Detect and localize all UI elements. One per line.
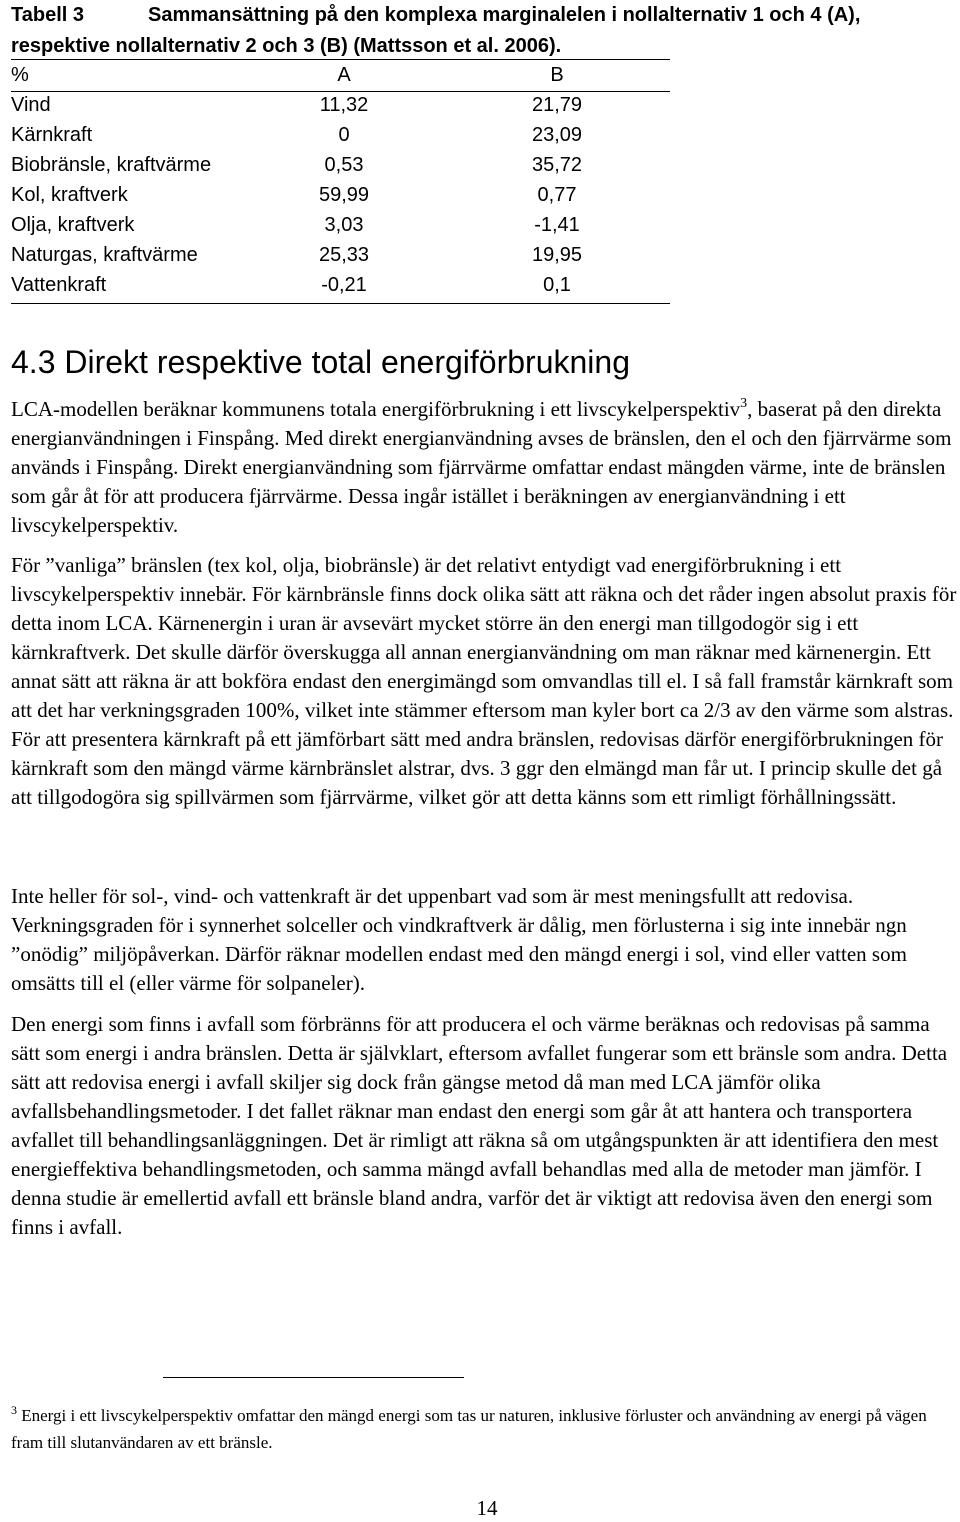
footnote-reference[interactable]: 3 xyxy=(740,396,748,411)
row-label: Naturgas, kraftvärme xyxy=(11,244,198,266)
header-percent: % xyxy=(11,64,29,86)
footnote-text: Energi i ett livscykelperspektiv omfattar den mängd energi som tas ur naturen, inklusive förluster och användning av energi på vägen fram till slutanvändaren av ett bränsle. xyxy=(11,1406,927,1452)
table-row xyxy=(11,240,670,270)
footnote-marker: 3 xyxy=(11,1403,17,1417)
paragraph-3: Inte heller för sol-, vind- och vattenkraft är det uppenbart vad som är mest meningsfullt att redovisa. Verkningsgraden för i synnerhet solceller och vindkraftverk är dålig, men förlusterna i sig inte innebär ngn ”onödig” miljöpåverkan. Därför räknar modellen endast med den mängd energi i sol, vind eller vatten som omsätts till el (eller värme för solpaneler). xyxy=(11,884,907,995)
row-value-a: -0,21 xyxy=(321,274,367,296)
row-label: Vind xyxy=(11,94,51,116)
table-row xyxy=(11,180,670,210)
table-bottom-rule xyxy=(11,303,670,304)
paragraph-1-rest: , baserat på den direkta energianvändningen i Finspång. Med direkt energianvändning avses de bränslen, den el och den fjärrvärme som används i Finspång. Direkt energianvändning som fjärrvärme omfattar endast mängden värme, inte de bränslen som går åt för att producera fjärrvärme. Dessa ingår istället i beräkningen av energianvändning i ett livscykelperspektiv. xyxy=(11,397,952,537)
paragraph-1-start: LCA-modellen beräknar kommunens totala energiförbrukning i ett livscykelperspektiv xyxy=(11,397,741,421)
row-value-b: 19,95 xyxy=(531,244,583,266)
row-label: Kärnkraft xyxy=(11,124,93,146)
paragraph-1 xyxy=(11,395,960,540)
page-number: 14 xyxy=(476,1496,498,1520)
table-header-row xyxy=(11,60,670,90)
table-title-line-1: Sammansättning på den komplexa marginalelen i nollalternativ 1 och 4 (A), xyxy=(148,4,861,26)
row-value-b: 21,79 xyxy=(531,94,583,116)
row-value-a: 25,33 xyxy=(318,244,370,266)
section-heading: 4.3 Direkt respektive total energiförbrukning xyxy=(11,344,630,380)
footnote-separator xyxy=(163,1377,464,1378)
paragraph-2: För ”vanliga” bränslen (tex kol, olja, biobränsle) är det relativt entydigt vad energiförbrukning i ett livscykelperspektiv innebär. För kärnbränsle finns dock olika sätt att räkna och det råder ingen absolut praxis för detta inom LCA. Kärnenergin i uran är avsevärt mycket större än den energi man tillgodogör sig i ett kärnkraftverk. Det skulle därför överskugga all annan energianvändning om man räknar med kärnenergin. Ett annat sätt att räkna är att bokföra endast den energimängd som omvandlas till el. I så fall framstår kärnkraft som att det har verkningsgraden 100%, vilket inte stämmer eftersom man kyler bort ca 2/3 av den värme som alstras. För att presentera kärnkraft på ett jämförbart sätt med andra bränslen, redovisas därför energiförbrukningen för kärnkraft som den mängd värme kärnbränslet alstrar, dvs. 3 ggr den elmängd man får ut. I princip skulle det gå att tillgodogöra sig spillvärmen som fjärrvärme, vilket gör att detta känns som ett rimligt förhållningssätt. xyxy=(11,553,957,809)
header-a: A xyxy=(337,64,351,86)
row-value-b: 0,77 xyxy=(537,184,577,206)
row-value-a: 11,32 xyxy=(319,94,369,116)
table-row xyxy=(11,90,670,120)
row-value-b: 0,1 xyxy=(543,274,571,296)
table-caption xyxy=(11,0,951,62)
header-b: B xyxy=(550,64,564,86)
row-value-a: 3,03 xyxy=(324,214,364,236)
footnote xyxy=(11,1402,951,1456)
row-label: Biobränsle, kraftvärme xyxy=(11,154,212,176)
table-row xyxy=(11,270,670,300)
row-value-b: -1,41 xyxy=(534,214,580,236)
row-value-a: 0,53 xyxy=(324,154,364,176)
table-row xyxy=(11,120,670,150)
row-value-b: 23,09 xyxy=(531,124,583,146)
paragraph-4: Den energi som finns i avfall som förbränns för att producera el och värme beräknas och redovisas på samma sätt som energi i andra bränslen. Detta är självklart, eftersom avfallet fungerar som ett bränsle som andra. Detta sätt att redovisa energi i avfall skiljer sig dock från gängse metod då man med LCA jämför olika avfallsbehandlingsmetoder. I det fallet räknar man endast den energi som går åt att hantera och transportera avfallet till behandlingsanläggningen. Det är rimligt att räkna så om utgångspunkten är att identifiera den mest energieffektiva behandlingsmetoden, och samma mängd avfall behandlas med alla de metoder man jämför. I denna studie är emellertid avfall ett bränsle bland andra, varför det är viktigt att redovisa även den energi som finns i avfall. xyxy=(11,1012,948,1239)
row-value-a: 59,99 xyxy=(318,184,370,206)
row-label: Kol, kraftverk xyxy=(11,184,128,206)
row-label: Olja, kraftverk xyxy=(11,214,135,236)
table-row xyxy=(11,210,670,240)
row-value-a: 0 xyxy=(338,124,350,146)
row-value-b: 35,72 xyxy=(531,154,583,176)
table-label: Tabell 3 xyxy=(11,4,84,26)
table-title-line-2: respektive nollalternativ 2 och 3 (B) (Mattsson et al. 2006). xyxy=(11,35,562,57)
table-row xyxy=(11,150,670,180)
row-label: Vattenkraft xyxy=(11,274,107,296)
